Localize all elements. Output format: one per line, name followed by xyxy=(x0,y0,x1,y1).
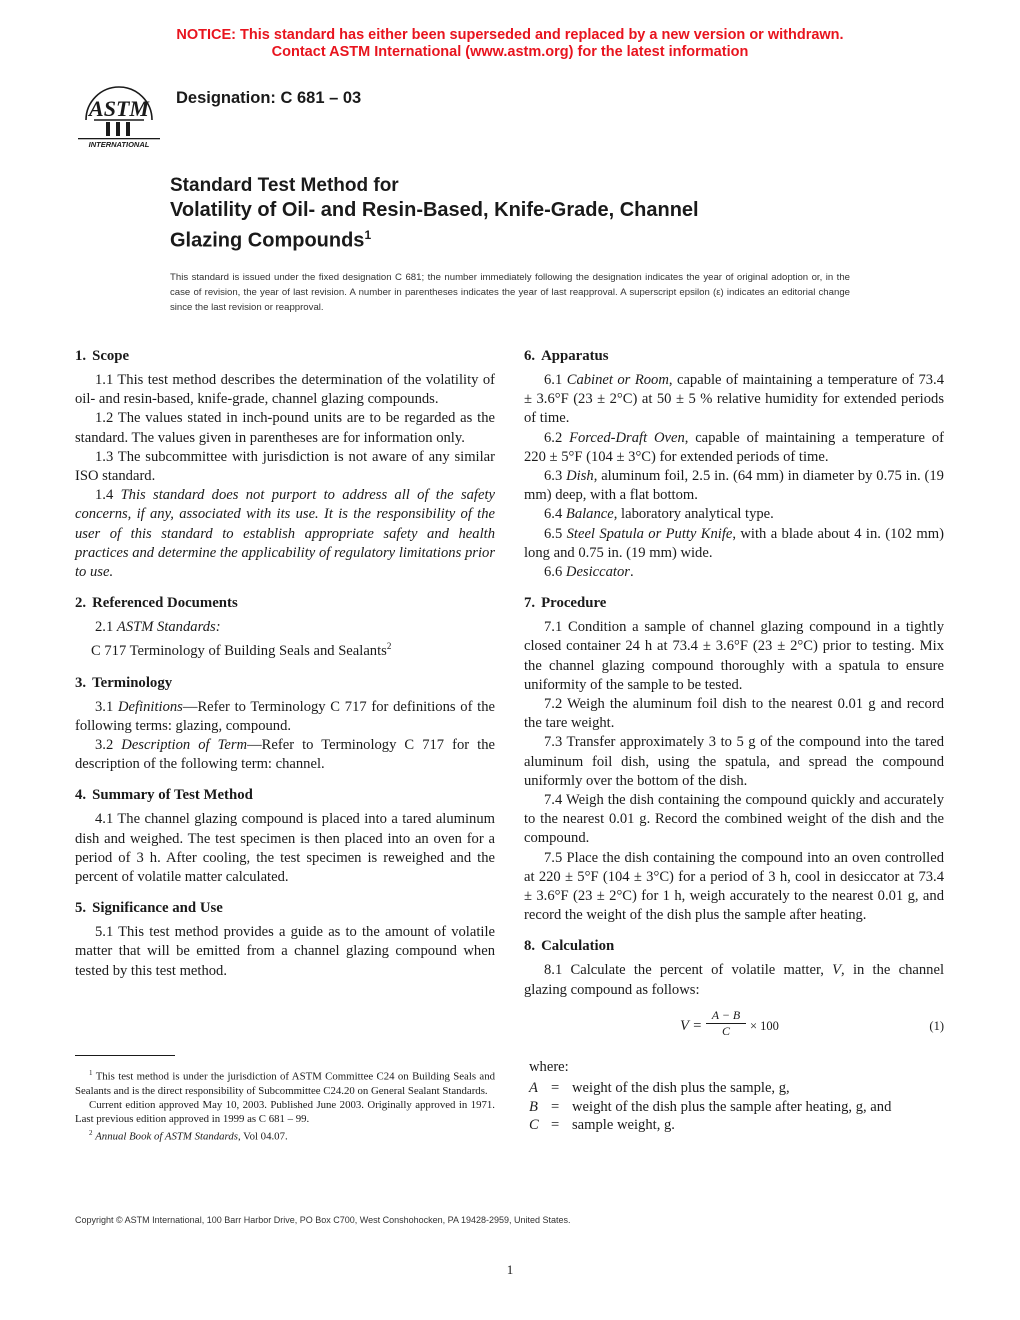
issued-note: This standard is issued under the fixed designation C 681; the number immediately following the designation indicates the year of original adoption or, in the case of revision, the year of last revision. A number in parentheses indicates the year of last reapproval. A superscript epsilon (ε) indicates an editorial change since the last revision or reapproval. xyxy=(170,272,850,313)
section-apparatus xyxy=(524,347,944,582)
paragraph: 6.1 Cabinet or Room, capable of maintaining a temperature of 73.4 ± 3.6°F (23 ± 2°C) at 50 ± 5 % relative humidity for extended periods of time. xyxy=(524,372,944,427)
paragraph: 7.2 Weigh the aluminum foil dish to the nearest 0.01 g and record the tare weight. xyxy=(524,696,944,732)
page-number: 1 xyxy=(506,1262,514,1277)
paragraph: 3.2 Description of Term—Refer to Terminology C 717 for the description of the following term: channel. xyxy=(75,736,495,773)
copyright: Copyright © ASTM International, 100 Barr Harbor Drive, PO Box C700, West Conshohocken, PA 19428-2959, United States. xyxy=(75,1215,571,1225)
paragraph: 6.5 Steel Spatula or Putty Knife, with a blade about 4 in. (102 mm) long and 0.75 in. (19 mm) wide. xyxy=(524,525,944,561)
section-heading: 4. Summary of Test Method xyxy=(75,787,253,804)
title-line-1: Standard Test Method for xyxy=(170,175,399,196)
definition-row: A = weight of the dish plus the sample, g, xyxy=(529,1080,790,1097)
variable-definitions xyxy=(524,1079,944,1135)
equation-denominator: C xyxy=(721,1023,730,1038)
section-heading: 6. Apparatus xyxy=(524,348,609,364)
paragraph: 3.1 Definitions—Refer to Terminology C 717 for definitions of the following terms: glazing, compound. xyxy=(75,698,495,734)
notice-line-2: Contact ASTM International (www.astm.org) for the latest information xyxy=(271,44,749,60)
definition-row: C = sample weight, g. xyxy=(529,1117,675,1134)
footnote-rule xyxy=(75,1055,175,1056)
paragraph: 6.3 Dish, aluminum foil, 2.5 in. (64 mm) in diameter by 0.75 in. (19 mm) deep, with a flat bottom. xyxy=(524,468,944,504)
paragraph: 7.1 Condition a sample of channel glazing compound in a tightly closed container 24 h at 73.4 ± 3.6°F (23 ± 2°C) prior to testing. Mix the channel glazing compound thoroughly with a spatula to ensure uniformity of the sample to be tested. xyxy=(524,619,944,693)
title-footnote-mark: 1 xyxy=(364,228,372,242)
paragraph: 6.4 Balance, laboratory analytical type. xyxy=(544,506,774,523)
footnote-1: $^1$ This test method is under the jurisdiction of ASTM Committee C24 on Building Seals and Sealants and is the direct responsibility of Subcommittee C24.20 on General Sealant Standards. xyxy=(75,1069,495,1097)
title-line-3: Glazing Compounds$^1$ xyxy=(170,228,372,252)
equation-multiplier: × 100 xyxy=(750,1018,779,1033)
paragraph: 1.1 This test method describes the determination of the volatility of oil- and resin-based, knife-grade, channel glazing compounds. xyxy=(75,372,495,408)
section-heading: 3. Terminology xyxy=(75,674,173,691)
section-procedure xyxy=(524,594,944,925)
footnote-1-approval: Current edition approved May 10, 2003. Published June 2003. Originally approved in 1971. Last previous edition approved in 1999 as C 681 – 99. xyxy=(75,1099,495,1126)
title-line-2: Volatility of Oil- and Resin-Based, Knife-Grade, Channel xyxy=(170,199,699,221)
paragraph: 2.1 ASTM Standards: xyxy=(95,619,221,636)
document-title xyxy=(170,174,870,254)
section-terminology xyxy=(75,674,495,775)
reference-entry: C 717 Terminology of Building Seals and Sealants$^2$ xyxy=(91,641,392,660)
right-column xyxy=(524,347,944,1147)
section-scope xyxy=(75,347,495,582)
paragraph: 1.3 The subcommittee with jurisdiction is not aware of any similar ISO standard. xyxy=(75,448,495,485)
paragraph: 7.4 Weigh the dish containing the compound quickly and accurately to the nearest 0.01 g. Record the combined weight of the dish and the compound. xyxy=(524,792,944,847)
equation-number: (1) xyxy=(929,1018,944,1033)
logo-subtitle: INTERNATIONAL xyxy=(88,140,150,149)
paragraph: 5.1 This test method provides a guide as to the amount of volatile matter that will be emitted from a channel glazing compound when tested by this test method. xyxy=(75,924,495,979)
section-referenced-documents xyxy=(75,594,495,661)
astm-logo xyxy=(76,80,162,150)
section-heading: 5. Significance and Use xyxy=(75,900,223,917)
paragraph: 6.6 Desiccator. xyxy=(544,564,634,581)
definition-row: B = weight of the dish plus the sample after heating, g, and xyxy=(529,1098,892,1115)
footnotes xyxy=(75,1066,495,1144)
paragraph: 8.1 Calculate the percent of volatile matter, V, in the channel glazing compound as follows: xyxy=(524,962,944,998)
section-significance xyxy=(75,899,495,981)
equation-lhs: V = xyxy=(680,1017,703,1034)
section-summary xyxy=(75,786,495,887)
section-calculation xyxy=(524,937,944,1134)
footnote-2: $^2$ Annual Book of ASTM Standards, Vol 04.07. xyxy=(89,1129,288,1143)
equation-1 xyxy=(524,1008,944,1048)
equation-numerator: A − B xyxy=(706,1008,746,1024)
notice-line-1: NOTICE: This standard has either been superseded and replaced by a new version or withdrawn. xyxy=(176,27,844,43)
supersession-notice xyxy=(0,27,1020,61)
section-heading: 1. Scope xyxy=(75,348,130,364)
where-label: where: xyxy=(529,1058,569,1075)
left-column xyxy=(75,347,495,993)
paragraph: 7.5 Place the dish containing the compound into an oven controlled at 220 ± 5°F (104 ± 3°C) for a period of 3 h, cool in desiccator at 73.4 ± 3.6°F (23 ± 2°C) for 1 h, weigh accurately to the nearest 0.01 g, and record the weight of the dish plus the sample after heating. xyxy=(524,849,944,924)
designation: Designation: C 681 – 03 xyxy=(176,89,362,107)
paragraph: 4.1 The channel glazing compound is placed into a tared aluminum dish and weighed. The test specimen is then placed into an oven for a period of 3 h. After cooling, the test specimen is reweighed and the percent of volatile matter calculated. xyxy=(75,811,495,885)
section-heading: 2. Referenced Documents xyxy=(75,595,238,612)
paragraph: 1.4 This standard does not purport to address all of the safety concerns, if any, associated with its use. It is the responsibility of the user of this standard to establish appropriate safety and health practices and determine the applicability of regulatory limitations prior to use. xyxy=(75,487,495,581)
paragraph: 6.2 Forced-Draft Oven, capable of maintaining a temperature of 220 ± 5°F (104 ± 3°C) for extended periods of time. xyxy=(524,429,944,465)
section-heading: 8. Calculation xyxy=(524,938,615,955)
paragraph: 7.3 Transfer approximately 3 to 5 g of the compound into the tared aluminum foil dish, using the spatula, and spread the compound uniformly over the bottom of the dish. xyxy=(524,734,944,789)
equation-fraction xyxy=(706,1008,746,1039)
paragraph: 1.2 The values stated in inch-pound units are to be regarded as the standard. The values given in parentheses are for information only. xyxy=(75,410,495,446)
logo-letters: ASTM xyxy=(89,96,149,121)
section-heading: 7. Procedure xyxy=(524,595,607,612)
